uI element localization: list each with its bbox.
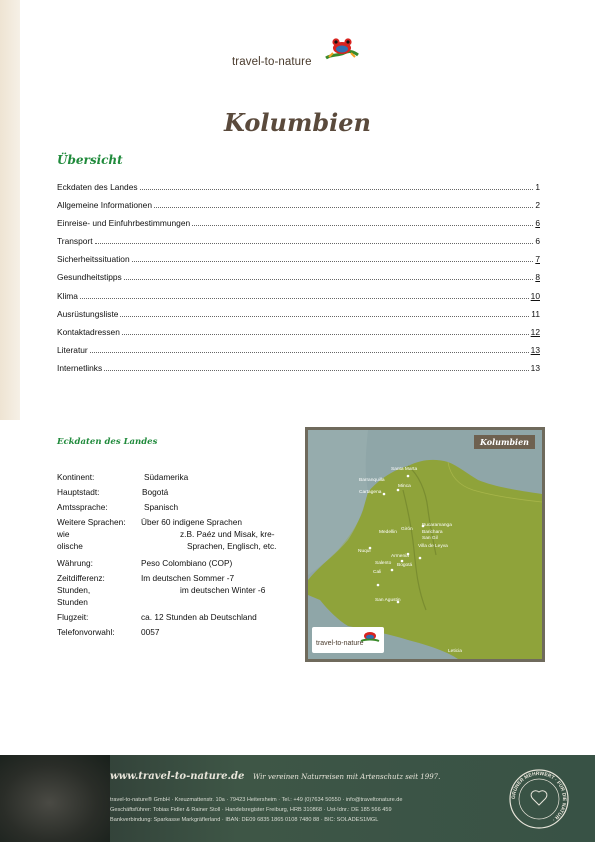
map-city-label: Bogotá	[397, 563, 413, 568]
toc-entry-label[interactable]: Sicherheitssituation	[57, 254, 130, 265]
frog-logo-icon	[324, 36, 360, 64]
map-city-label: Santa Marta	[391, 467, 418, 472]
facts-heading: Eckdaten des Landes	[57, 437, 158, 447]
toc-leader-dots	[80, 292, 529, 299]
map-city-label: Villa de Leyva	[418, 544, 448, 549]
overview-heading: Übersicht	[57, 153, 123, 167]
map-city-label: Medellin	[379, 530, 397, 535]
toc-leader-dots	[120, 310, 529, 317]
toc-entry-label[interactable]: Transport	[57, 236, 93, 247]
fact-value: 0057	[141, 627, 160, 637]
toc-entry-page[interactable]: 7	[535, 254, 540, 265]
fact-label: Amtssprache:	[57, 502, 108, 512]
toc-leader-dots	[154, 201, 533, 208]
fact-label: wie	[57, 529, 70, 539]
toc-entry-label[interactable]: Klima	[57, 290, 78, 301]
toc-entry[interactable]	[57, 291, 540, 309]
gorilla-photo	[0, 755, 110, 842]
fact-value: Über 60 indigene Sprachen	[141, 517, 243, 527]
fact-label: Hauptstadt:	[57, 487, 100, 497]
footer-bank: Bankverbindung: Sparkasse Markgräflerland · IBAN: DE09 6835 1865 0108 7480 88 · BIC: SOLADES1MGL	[110, 817, 379, 823]
fact-label: Zeitdifferenz:	[57, 573, 105, 583]
map-city-label: Cartagena	[359, 490, 382, 495]
toc-entry-page[interactable]: 6	[535, 236, 540, 247]
fact-label: Stunden	[57, 597, 88, 607]
footer-slogan: Wir vereinen Naturreisen mit Artenschutz seit 1997.	[253, 773, 441, 781]
map-city-label: Girón	[401, 527, 413, 532]
fact-label: Telefonvorwahl:	[57, 627, 115, 637]
map-city-label: Minca	[398, 484, 411, 489]
toc-entry[interactable]	[57, 254, 540, 272]
colombia-map	[305, 427, 545, 662]
footer-address: travel-to-nature® GmbH · Kreuzmattenstr. 10a · 79423 Heitersheim · Tel.: +49 (0)7634 50550 · info@traveltonature.de	[110, 797, 403, 803]
map-city-label: Salento	[375, 561, 392, 566]
toc-entry-page[interactable]: 12	[530, 326, 540, 337]
toc-entry-page[interactable]: 8	[535, 272, 540, 283]
footer-website: www.travel-to-nature.de	[110, 771, 245, 782]
toc-entry[interactable]	[57, 327, 540, 345]
fact-label: Währung:	[57, 558, 93, 568]
toc-entry-label[interactable]: Eckdaten des Landes	[57, 182, 138, 192]
fact-value: ca. 12 Stunden ab Deutschland	[141, 612, 257, 622]
fact-label: Flugzeit:	[57, 612, 89, 622]
map-title: Kolumbien	[474, 435, 535, 449]
map-city-label: Armenia	[391, 554, 409, 559]
toc-leader-dots	[140, 183, 534, 190]
map-city-label: Nuqui	[358, 549, 371, 554]
toc-entry-label[interactable]: Literatur	[57, 344, 88, 355]
fact-value: Südamerika	[144, 472, 189, 482]
table-of-contents	[57, 182, 540, 381]
fact-value: im deutschen Winter -6	[180, 585, 266, 595]
toc-leader-dots	[192, 219, 533, 226]
toc-entry[interactable]	[57, 200, 540, 218]
map-city-label: Barichara	[422, 530, 443, 535]
fact-label: Stunden,	[57, 585, 91, 595]
toc-entry[interactable]	[57, 309, 540, 327]
toc-leader-dots	[90, 346, 529, 353]
fact-value: Spanisch	[144, 502, 179, 512]
footer	[0, 755, 595, 842]
toc-entry[interactable]	[57, 218, 540, 236]
fact-value: Peso Colombiano (COP)	[141, 558, 233, 568]
brand-logo	[232, 36, 362, 72]
fact-value: Im deutschen Sommer -7	[141, 573, 235, 583]
toc-entry[interactable]	[57, 182, 540, 200]
fact-label: Kontinent:	[57, 472, 95, 482]
map-city-label: Bucaramanga	[422, 523, 452, 528]
logo-text: travel-to-nature	[232, 56, 312, 68]
toc-entry-label[interactable]: Kontaktadressen	[57, 326, 120, 337]
map-city-label: Leticia	[448, 649, 462, 654]
page-title: Kolumbien	[224, 108, 371, 137]
toc-entry-label[interactable]: Allgemeine Informationen	[57, 200, 152, 211]
fact-label: olische	[57, 541, 83, 551]
toc-leader-dots	[124, 273, 534, 280]
map-city-label: San Agustin	[375, 598, 401, 603]
toc-entry-label[interactable]: Ausrüstungsliste	[57, 308, 119, 319]
toc-leader-dots	[104, 364, 529, 371]
fact-label: Weitere Sprachen:	[57, 517, 126, 527]
toc-entry-label[interactable]: Internetlinks	[57, 362, 103, 373]
fact-value: Bogotá	[142, 487, 169, 497]
toc-leader-dots	[122, 328, 529, 335]
toc-entry[interactable]	[57, 236, 540, 254]
toc-leader-dots	[95, 237, 534, 244]
toc-entry-page[interactable]: 13	[530, 344, 540, 355]
fact-value: Sprachen, Englisch, etc.	[187, 541, 277, 551]
map-brand-logo	[312, 627, 384, 653]
page-edge-shadow	[0, 0, 20, 420]
map-city-label: Cali	[373, 570, 382, 575]
seal-text: GRÜNER MEHRWERT · FÜR DIE NATUR ·	[510, 770, 568, 823]
frog-logo-icon	[360, 629, 380, 643]
toc-entry-page[interactable]: 1	[535, 182, 540, 192]
toc-leader-dots	[132, 255, 534, 262]
toc-entry[interactable]	[57, 345, 540, 363]
toc-entry-label[interactable]: Einreise- und Einfuhrbestimmungen	[57, 218, 191, 229]
map-city-label: Barranquilla	[359, 478, 385, 483]
fact-value: z.B. Paéz und Misak, kre-	[180, 529, 275, 539]
toc-entry[interactable]	[57, 272, 540, 290]
toc-entry-page[interactable]: 10	[530, 290, 540, 301]
toc-entry-page[interactable]: 13	[530, 362, 540, 373]
toc-entry-label[interactable]: Gesundheitstipps	[57, 272, 122, 283]
footer-management: Geschäftsführer: Tobias Fidler & Rainer Stoll · Handelsregister Freiburg, HRB 310868 · Ust-Idnr.: DE 185 566 459	[110, 807, 392, 813]
green-value-seal-icon	[508, 768, 570, 830]
toc-entry-page[interactable]: 6	[535, 218, 540, 229]
toc-entry-page[interactable]: 11	[531, 308, 540, 319]
map-city-label: San Gil	[422, 536, 438, 541]
toc-entry-page[interactable]: 2	[535, 200, 540, 211]
map-logo-text: travel-to-nature	[316, 640, 364, 647]
toc-entry[interactable]	[57, 363, 540, 381]
